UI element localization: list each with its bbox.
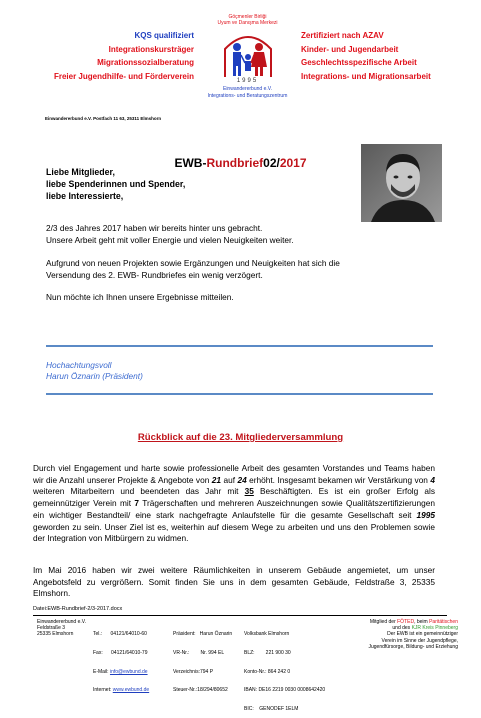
header-right-list (301, 29, 431, 83)
divider (46, 393, 433, 395)
highlight-number: 35 (244, 486, 254, 497)
section-title: Rückblick auf die 23. Mitgliederversammlung (137, 432, 344, 443)
logo-top-line2: Uyum ve Danışma Merkezi (217, 20, 278, 26)
footer-text: Jugendfürsorge, Bildung- und Erziehung (368, 643, 458, 650)
logo-top-text (200, 14, 295, 26)
text: geworden zu sein. Unser Ziel ist es, weiterhin auf diesem Wege zu arbeiten und uns den Problemen sowie der Integration von Mitbürgern zu widmen. (33, 521, 435, 544)
text: Beschäftigten. Es ist ein großer Erfolg als gemeinnütziger Verein mit (33, 486, 435, 509)
title-prefix: EWB- (174, 156, 207, 170)
footer-line: BLZ: 221 900 30 (244, 650, 291, 657)
header-right-item: Integrations- und Migrationsarbeit (301, 71, 431, 81)
signature-name: Harun Öznarin (Präsident) (46, 371, 143, 381)
footer-line: Konto-Nr.: 864 242 0 (244, 668, 291, 675)
foted-name: FÖTED (397, 619, 415, 625)
highlight-number: 7 (134, 498, 140, 509)
logo-year: 1995 (236, 78, 259, 84)
footer-line: Einwandererbund e.V. (37, 619, 87, 625)
greeting-line: Liebe Mitglieder, (46, 167, 115, 177)
header-left-item: Integrationskursträger (108, 44, 194, 54)
premises-paragraph: Im Mai 2016 haben wir zwei weitere Räumlichkeiten in unserem Gebäude angemietet, um unser Angebotsfeld zu vergrößern. Somit finden Sie uns in dem gesamten Gebäude, Feldstraße 3, 25335 Elmshorn. (33, 565, 435, 599)
title-number: 02/ (263, 156, 280, 170)
footer-line: 25335 Elmshorn (37, 631, 74, 638)
greeting (46, 166, 185, 202)
text: erhöht. Insgesamt bekamen wir Verstärkung von (246, 474, 431, 485)
footer-text: Mitglied der (369, 619, 398, 625)
text: auf (221, 474, 238, 485)
paragraph-line: Nun möchte ich Ihnen unsere Ergebnisse mitteilen. (46, 292, 234, 302)
greeting-line: liebe Interessierte, (46, 191, 124, 201)
footer-line: Verzeichnis:794 P (173, 668, 214, 675)
return-address: Einwandererbund e.V. Postfach 11 63, 25311 Elmshorn (45, 116, 162, 121)
footer-memberships (333, 619, 458, 650)
results-paragraph (46, 292, 376, 304)
paritaetischer-name: Paritätischen (429, 619, 458, 625)
footer-line: BIC: GENODEF 1ELM (244, 705, 299, 712)
divider (46, 345, 433, 347)
logo-bottom-line2: Integrations- und Beratungszentrum (207, 93, 288, 99)
text: weiteren Mitarbeitern und beendeten das Jahr mit (33, 486, 245, 497)
footer-line: VR-Nr.: Nr. 994 EL (173, 650, 225, 657)
highlight-number: 1995 (416, 509, 435, 520)
title-rundbrief: Rundbrief (206, 156, 264, 170)
greeting-line: liebe Spenderinnen und Spender, (46, 179, 186, 189)
kjr-name: KJR Kreis Pinneberg (411, 625, 458, 632)
footer-line: E-Mail: (93, 668, 109, 675)
delay-paragraph (46, 258, 376, 281)
footer-line: Internet: (93, 687, 112, 694)
footer-text: , beim (414, 619, 430, 625)
logo-bottom-line1: Einwandererbund e.V. (222, 86, 273, 92)
file-name: Datei:EWB-Rundbrief-2/3-2017.docx (33, 606, 123, 612)
footer-bank (244, 619, 325, 718)
text: Durch viel Engagement und harte sowie professionelle Arbeit des gesamten Vorstandes und Teams haben wir die Anzahl unserer Projekte & Angebote von (33, 463, 435, 485)
president-photo (361, 144, 442, 222)
website-link[interactable]: www.ewbund.de (112, 687, 150, 694)
highlight-number: 4 (430, 474, 436, 485)
footer-line: Fax: 04121/64010-79 (93, 650, 148, 657)
logo-figures-icon (217, 27, 279, 79)
footer-text: Verein im Sinne der Jugendpflege, (381, 637, 458, 644)
footer-line: IBAN: DE16 2219 0030 0008642420 (244, 687, 326, 694)
footer-line: Präsident: Harun Öznarin (173, 631, 233, 638)
footer-divider (33, 615, 447, 616)
intro-paragraph (46, 223, 376, 246)
footer-line: Volksbank Elmshorn (244, 631, 290, 638)
footer-address (37, 619, 86, 638)
logo-top-line1: Göçmenler Birliği (228, 14, 267, 20)
portrait-icon (361, 144, 442, 222)
header-right-item: Kinder- und Jugendarbeit (301, 44, 399, 54)
footer-registry (173, 619, 232, 700)
review-paragraph (33, 463, 435, 545)
paragraph-line: Versendung des 2. EWB- Rundbriefes ein wenig verzögert. (46, 269, 263, 280)
header-left-item: Migrationssozialberatung (97, 58, 194, 67)
paragraph-line: 2/3 des Jahres 2017 haben wir bereits hinter uns gebracht. (46, 223, 263, 233)
header-left-item: Freier Jugendhilfe- und Förderverein (53, 71, 194, 81)
header-left-item: KQS qualifiziert (134, 31, 194, 40)
footer-text: Der EWB ist ein gemeinnütziger (387, 631, 458, 638)
organization-logo (200, 14, 295, 106)
title-year: 2017 (279, 156, 307, 170)
header-left-list (0, 29, 194, 83)
highlight-number: 21 (211, 474, 222, 485)
highlight-number: 24 (237, 474, 247, 485)
paragraph-line: Unsere Arbeit geht mit voller Energie und vielen Neuigkeiten weiter. (46, 234, 294, 245)
footer-text: und des (392, 625, 412, 632)
paragraph-line: Aufgrund von neuen Projekten sowie Ergänzungen und Neuigkeiten hat sich die (46, 258, 340, 268)
footer-line: Tel.: 04121/64010-60 (93, 631, 147, 638)
footer-line: Feldstraße 3 (37, 625, 66, 632)
text: Trägerschaften und mehreren Auszeichnungen sowie Qualitätszertifizierungen ein wichtiger Bestandteil/ eine stark nachgefragte Anlaufstelle für die gesamte Gesellschaft seit (33, 498, 436, 520)
header-right-item: Zertifiziert nach AZAV (301, 31, 384, 40)
email-link[interactable]: info@ewbund.de (109, 668, 148, 675)
footer-line: Steuer-Nr.:18/294/80652 (173, 687, 228, 694)
signature-closing: Hochachtungsvoll (46, 360, 112, 370)
header-right-item: Geschlechtsspezifische Arbeit (301, 58, 417, 67)
footer-contact (93, 619, 149, 700)
signature (46, 360, 143, 382)
logo-bottom-text (200, 86, 295, 100)
